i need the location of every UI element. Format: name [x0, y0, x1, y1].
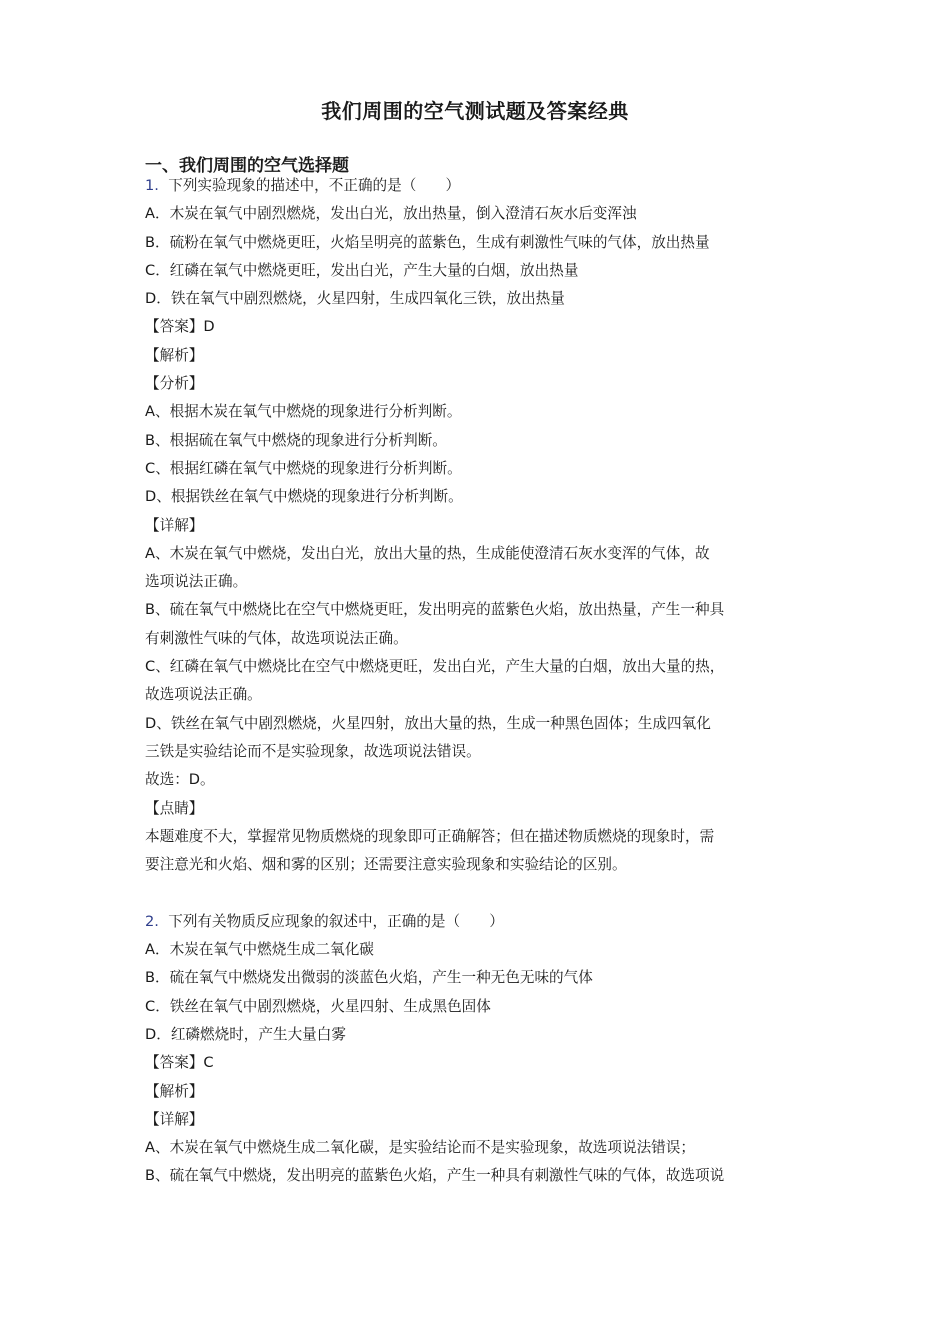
page-title: 我们周围的空气测试题及答案经典	[321, 99, 629, 123]
detail-line: C、红磷在氧气中燃烧比在空气中燃烧更旺，发出白光，产生大量的白烟，放出大量的热，	[145, 658, 725, 676]
question-text: 下列实验现象的描述中，不正确的是（ ）	[168, 177, 461, 194]
xiangjie-label: 【详解】	[145, 1110, 204, 1128]
section-heading: 一、我们周围的空气选择题	[145, 156, 349, 176]
detail-line: 故选项说法正确。	[145, 686, 262, 704]
answer-label: 【答案】D	[145, 318, 215, 336]
option-d: D．铁在氧气中剧烈燃烧，火星四射，生成四氧化三铁，放出热量	[145, 290, 565, 308]
fenxi-label: 【分析】	[145, 375, 204, 393]
analysis-line: D、根据铁丝在氧气中燃烧的现象进行分析判断。	[145, 488, 463, 506]
question-text: 下列有关物质反应现象的叙述中，正确的是（ ）	[168, 912, 504, 930]
xiangjie-label: 【详解】	[145, 516, 204, 534]
detail-line: 故选：D。	[145, 771, 215, 789]
option-c: C．铁丝在氧气中剧烈燃烧，火星四射、生成黑色固体	[145, 997, 491, 1015]
question-number: 1.	[145, 177, 159, 194]
comment-line: 要注意光和火焰、烟和雾的区别；还需要注意实验现象和实验结论的区别。	[145, 856, 627, 874]
option-b: B．硫在氧气中燃烧发出微弱的淡蓝色火焰，产生一种无色无味的气体	[145, 969, 593, 987]
jiexi-label: 【解析】	[145, 346, 204, 364]
detail-line: A、木炭在氧气中燃烧，发出白光，放出大量的热，生成能使澄清石灰水变浑的气体，故	[145, 544, 710, 562]
answer-label: 【答案】C	[145, 1054, 214, 1072]
content-body	[145, 172, 825, 1191]
option-a: A．木炭在氧气中燃烧生成二氧化碳	[145, 941, 374, 959]
detail-line: 有刺激性气味的气体，故选项说法正确。	[145, 629, 408, 647]
detail-line: B、硫在氧气中燃烧比在空气中燃烧更旺，发出明亮的蓝紫色火焰，放出热量，产生一种具	[145, 601, 725, 619]
detail-line: D、铁丝在氧气中剧烈燃烧，火星四射，放出大量的热，生成一种黑色固体；生成四氧化	[145, 714, 711, 732]
dianjing-label: 【点睛】	[145, 799, 204, 817]
question-2-stem	[145, 908, 825, 936]
detail-line: 选项说法正确。	[145, 573, 248, 591]
detail-line: A、木炭在氧气中燃烧生成二氧化碳，是实验结论而不是实验现象，故选项说法错误；	[145, 1139, 695, 1157]
option-b: B．硫粉在氧气中燃烧更旺，火焰呈明亮的蓝紫色，生成有刺激性气味的气体，放出热量	[145, 233, 710, 251]
question-number: 2.	[145, 912, 159, 930]
analysis-line: A、根据木炭在氧气中燃烧的现象进行分析判断。	[145, 403, 462, 421]
option-d: D．红磷燃烧时，产生大量白雾	[145, 1025, 346, 1043]
analysis-line: B、根据硫在氧气中燃烧的现象进行分析判断。	[145, 431, 447, 449]
spacer	[145, 879, 825, 907]
question-1-stem	[145, 172, 825, 200]
detail-line: B、硫在氧气中燃烧，发出明亮的蓝紫色火焰，产生一种具有刺激性气味的气体，故选项说	[145, 1167, 725, 1185]
jiexi-label: 【解析】	[145, 1082, 204, 1100]
option-c: C．红磷在氧气中燃烧更旺，发出白光，产生大量的白烟，放出热量	[145, 261, 579, 279]
analysis-line: C、根据红磷在氧气中燃烧的现象进行分析判断。	[145, 459, 462, 477]
option-a: A．木炭在氧气中剧烈燃烧，发出白光，放出热量，倒入澄清石灰水后变浑浊	[145, 205, 637, 223]
detail-line: 三铁是实验结论而不是实验现象，故选项说法错误。	[145, 742, 481, 760]
comment-line: 本题难度不大，掌握常见物质燃烧的现象即可正确解答；但在描述物质燃烧的现象时，需	[145, 827, 715, 845]
